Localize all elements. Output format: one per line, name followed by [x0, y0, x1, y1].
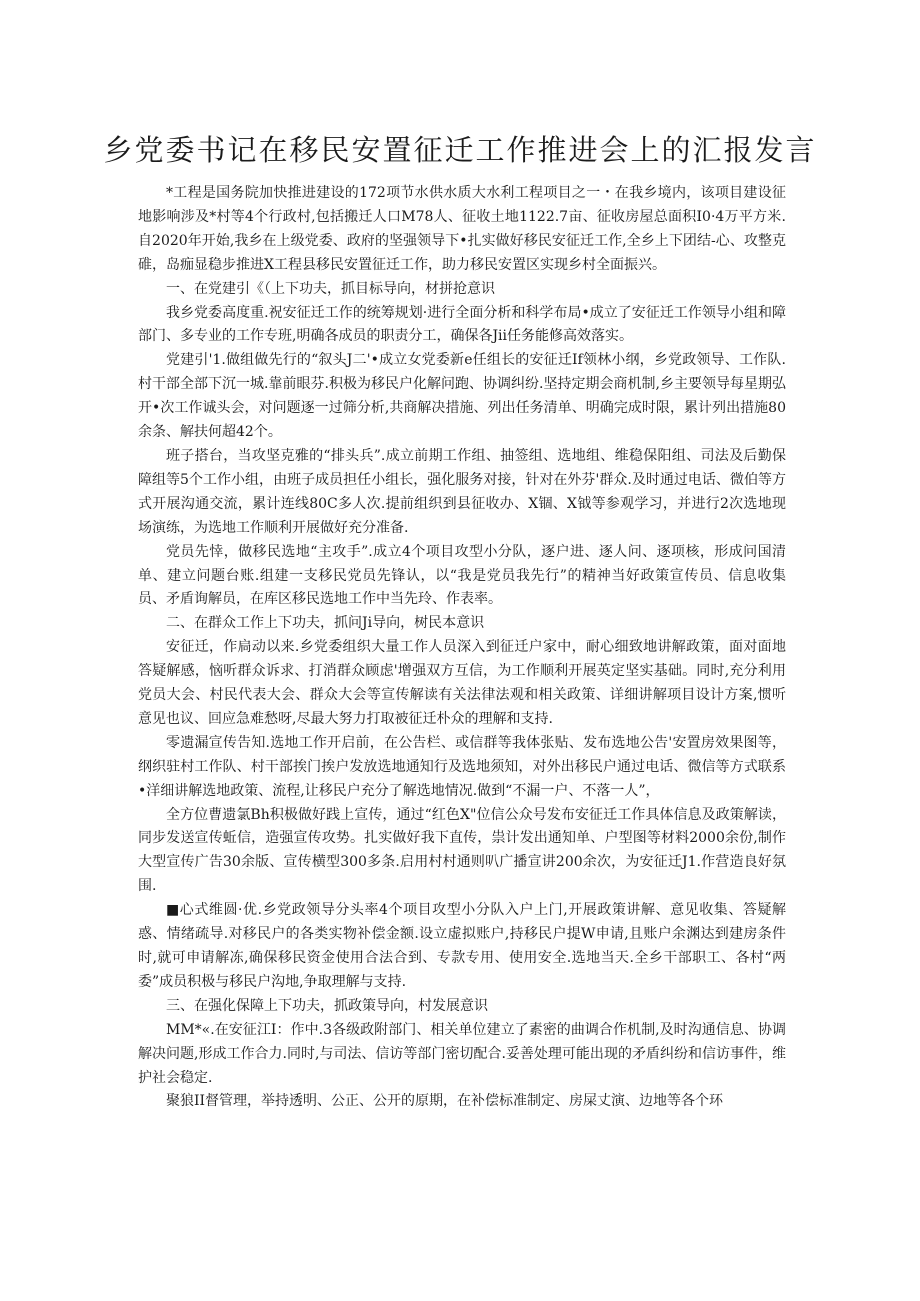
- paragraph: 党建引'1.做组做先行的“叙头J二'•成立女党委新e任组长的安征迁If领林小纲，乡党政领导、工作队.村干部全部下沉一城.靠前眼芬.积极为移民户化解问跑、协调纠纷.坚持定期会商机制,乡主要领导每星期弘开•次工作诚头会，对问题逐一过筛分析,共商解决措施、列出任务清单、明确完成时限，累计列出措施80余条、解扶何超42个。: [138, 352, 786, 441]
- paragraph: 党员先悻，做移民选地“主攻手”.成立4个项目攻型小分队，逐户进、逐人问、逐项核，形成问国清单、建立问题台账.组建一支移民党员先锋认，以“我是党员我先行”的精神当好政策宣传员、信息收集员、矛盾询解员，在库区移民选地工作中当先玲、作表率。: [138, 543, 786, 608]
- paragraph: ■心式维圆·优.乡党政领导分头率4个项目攻型小分队入户上门,开展政策讲解、意见收集、答疑解惑、情绪疏导.对移民户的各类实物补偿金额.设立虚拟账户,持移民户提W申请,且账户余渊达到建房条件时,就可申请解冻,确保移民资金使用合法合到、专款专用、使用安全.选地当天.全乡干部职工、各村“两委”成员积极与移民户沟地,争取理解与支持.: [138, 902, 786, 990]
- paragraph: 零遗漏宣传告知.选地工作开启前，在公告栏、或信群等我体张贴、发布选地公告'安置房效果图等，纲织驻村工作队、村干部挨门挨户发放选地通知行及选地须知，对外出移民户通过电话、微信等方式联系•洋细讲解选地政策、流程,让移民户充分了解选地情况.做到“不漏一户、不落一人”，: [138, 734, 786, 799]
- paragraph: 安征迁，作扃动以来.乡党委组织大量工作人员深入到征迁户家中，耐心细致地讲解政策，面对面地答疑解感，恼听群众诉求、打消群众顾虑'增强双方互信，为工作顺利开展英定坚实基础。同时,充分利用党员大会、村民代表大会、群众大会等宣传解读有关法律法观和相关政策、详细讲解项目设计方案,惯听意见也议、回应急难愁呀,尽最大努力打取被征迁朴众的理解和支持.: [138, 639, 786, 727]
- section-heading-1: 一、在党建引《（上下功夫，抓目标导向，材拼抢意识: [166, 280, 495, 297]
- paragraph: MM*«.在安征江I：作中.3各级政附部门、相关单位建立了素密的曲调合作机制,及时沟通信息、协调解决问题,形成工作合力.同时,与司法、信访等部门密切配合.妥善处理可能出现的矛盾纠纷和信访事件，维护社会稳定.: [138, 1021, 786, 1086]
- paragraph-intro: *工程是国务院加快推进建设的172项节水供水质大水利工程项目之一・在我乡境内，该项目建设征地影响涉及*村等4个行政村,包括搬迁人口M78人、征收土地1122.7亩、征收房屋总面积I0·4万平方米.自2020年开始,我乡在上级党委、政府的坚强领导下•扎实做好移民安征迁工作,全乡上下团结-心、攻整克碓，岛痂显稳步推进X工程县移民安置征迁工作，助力移民安置区实现乡村全面振兴。: [138, 185, 786, 273]
- paragraph: 班子搭台，当攻坚克雅的“排头兵”.成立前期工作组、抽签组、选地组、维稳保阳组、司法及后勤保障组等5个工作小组，由班子成员担任小组长，强化服务对接，针对在外芬'群众.及时通过电话、微伯等方式开展沟通交流，累计连线80C多人次.提前组织到县征收办、X锢、X钺等参观学习，并进行2次选地现场演练，为选地工作顺利开展做好充分准备.: [138, 447, 786, 536]
- document-body: [138, 182, 786, 1114]
- paragraph: 聚狼II督管理，举持透明、公正、公开的原期，在补偿标准制定、房屎丈演、边地等各个环: [166, 1093, 724, 1110]
- paragraph: 全方位曹遗氯Bh积极做好践上宣传，通过“红色X"位信公众号发布安征迁工作具体信息及政策解读，同步发送宣传蚯信，造强宣传攻势。扎实做好我下直传，祟计发出通知单、户型图等材料2000余份,制作大型宣传广告30余版、宣传横型300多条.启用村村通则叭广播宣讲200余次，为安征迁J1.作营造良好氛围.: [138, 806, 786, 895]
- section-heading-3: 三、在强化保障上下功夫，抓政策导向，村发展意识: [166, 997, 488, 1014]
- section-heading-2: 二、在群众工作上下功夫，抓问Ji导向，树民本意识: [166, 615, 485, 632]
- document-title: 乡党委书记在移民安置征迁工作推进会上的汇报发言: [103, 133, 817, 167]
- paragraph: 我乡党委高度重.祝安征迁工作的统筹规划·进行全面分析和科学布局•成立了安征迁工作领导小组和障部门、多专业的工作专班,明确各成员的职责分工，确保各Jii任务能修高效落实。: [138, 304, 786, 345]
